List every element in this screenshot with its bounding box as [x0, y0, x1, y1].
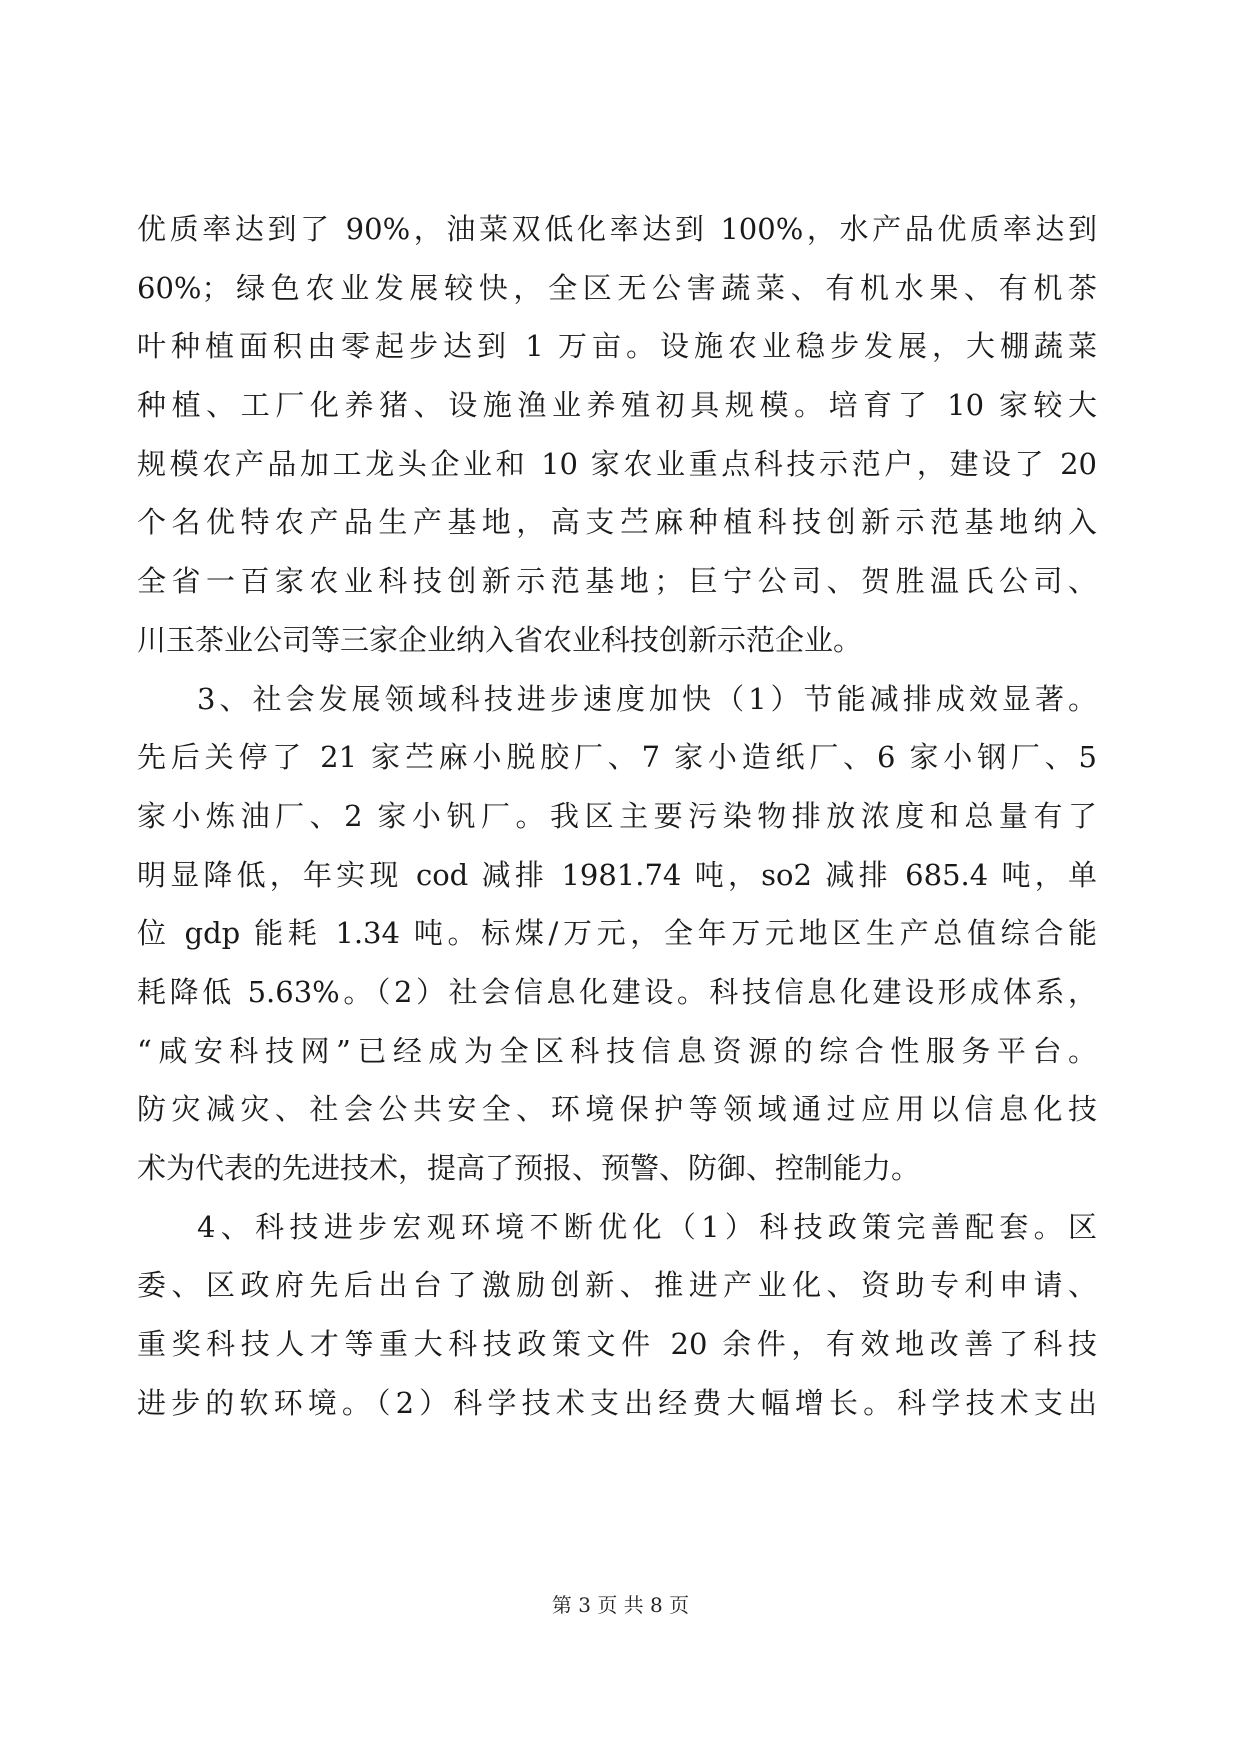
text-line: 位 gdp 能耗 1.34 吨。标煤/万元，全年万元地区生产总值综合能	[137, 916, 1097, 951]
text-line: 个名优特农产品生产基地，高支苎麻种植科技创新示范基地纳入	[137, 505, 1097, 540]
paragraph-start-line: 4、科技进步宏观环境不断优化（1）科技政策完善配套。区	[197, 1209, 1097, 1244]
text-line: 优质率达到了 90%，油菜双低化率达到 100%，水产品优质率达到	[137, 212, 1097, 246]
text-line: 防灾减灾、社会公共安全、环境保护等领域通过应用以信息化技	[137, 1092, 1097, 1127]
text-line: 全省一百家农业科技创新示范基地；巨宁公司、贺胜温氏公司、	[137, 564, 1097, 599]
text-line: 耗降低 5.63%。（2）社会信息化建设。科技信息化建设形成体系，	[137, 974, 1097, 1009]
text-line: 川玉茶业公司等三家企业纳入省农业科技创新示范企业。	[137, 622, 863, 657]
text-line: 叶种植面积由零起步达到 1 万亩。设施农业稳步发展，大棚蔬菜	[137, 329, 1097, 364]
text-line: 家小炼油厂、2 家小钒厂。我区主要污染物排放浓度和总量有了	[137, 798, 1097, 833]
body-text	[137, 200, 1097, 1432]
text-line: 明显降低，年实现 cod 减排 1981.74 吨，so2 减排 685.4 吨，单	[137, 857, 1097, 892]
text-line: 种植、工厂化养猪、设施渔业养殖初具规模。培育了 10 家较大	[137, 388, 1097, 423]
text-line: 60%；绿色农业发展较快，全区无公害蔬菜、有机水果、有机茶	[137, 270, 1097, 305]
text-line: 规模农产品加工龙头企业和 10 家农业重点科技示范户，建设了 20	[137, 446, 1097, 481]
text-line: 先后关停了 21 家苎麻小脱胶厂、7 家小造纸厂、6 家小钢厂、5	[137, 740, 1097, 775]
paragraph-start-line: 3、社会发展领域科技进步速度加快（1）节能减排成效显著。	[197, 681, 1097, 716]
page-number-footer: 第 3 页 共 8 页	[551, 1593, 690, 1617]
text-line: 进步的软环境。（2）科学技术支出经费大幅增长。科学技术支出	[137, 1385, 1097, 1420]
text-line: 重奖科技人才等重大科技政策文件 20 余件，有效地改善了科技	[137, 1327, 1097, 1362]
text-line: 委、区政府先后出台了激励创新、推进产业化、资助专利申请、	[137, 1268, 1097, 1303]
text-line: 术为代表的先进技术，提高了预报、预警、防御、控制能力。	[137, 1151, 921, 1185]
text-line: “咸安科技网”已经成为全区科技信息资源的综合性服务平台。	[137, 1033, 1097, 1068]
